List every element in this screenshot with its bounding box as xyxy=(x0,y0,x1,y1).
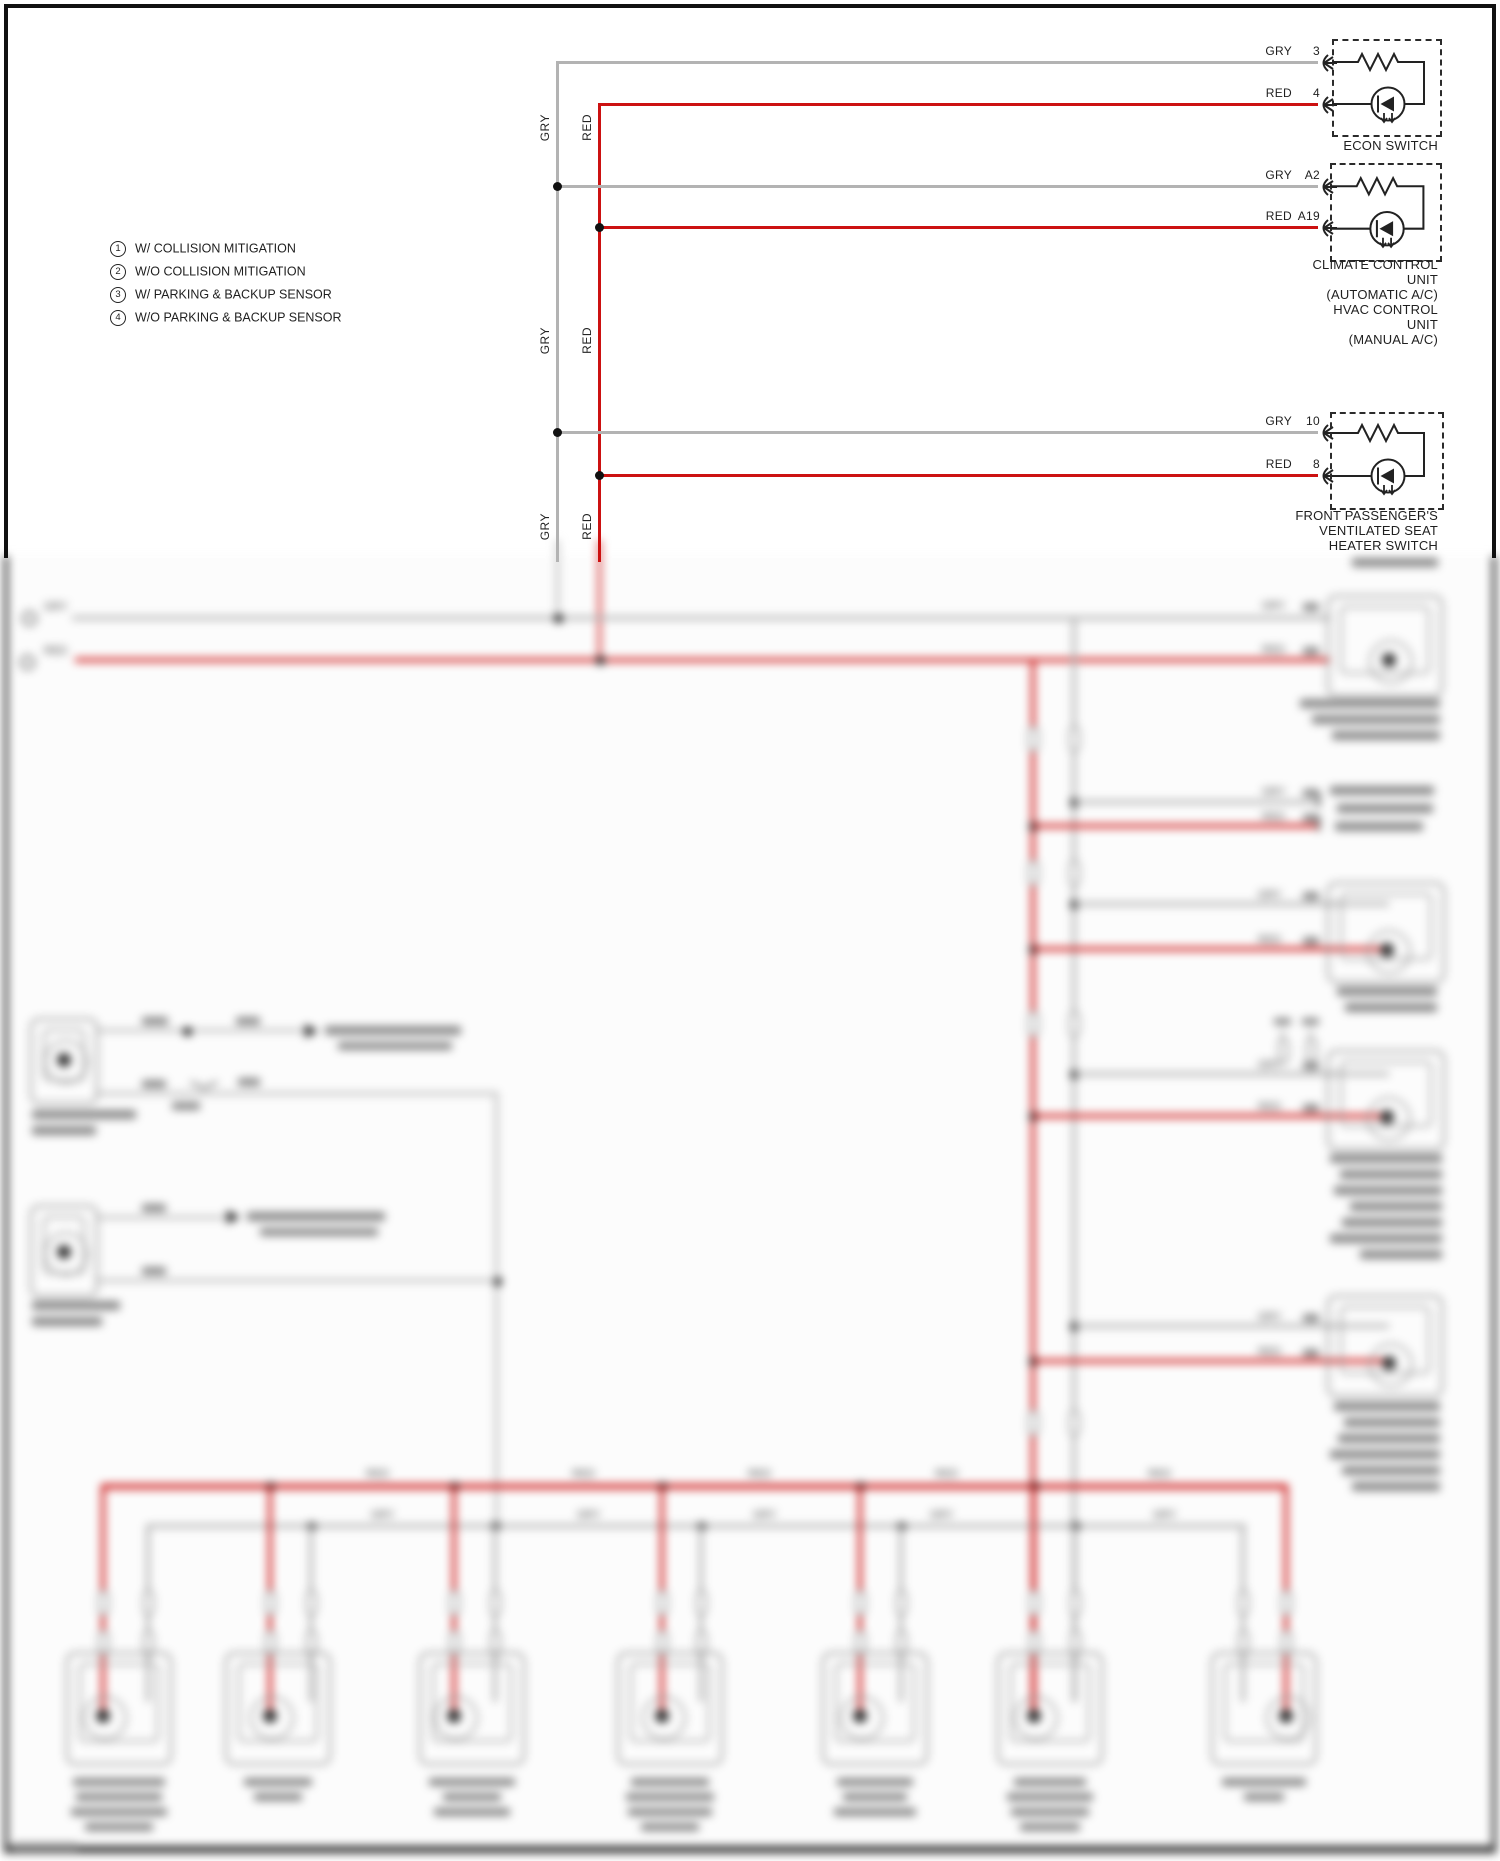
econ-switch-circuit xyxy=(1332,39,1438,133)
climate-control-label-line: (MANUAL A/C) xyxy=(1348,332,1438,347)
gray-trunk-wire xyxy=(556,61,559,562)
legend-item-3 xyxy=(110,287,332,303)
junction-dot xyxy=(595,471,604,480)
legend-label: W/ PARKING & BACKUP SENSOR xyxy=(135,287,332,302)
ventilated-seat-switch-circuit xyxy=(1330,412,1440,506)
climate-control-label-line: UNIT xyxy=(1406,272,1438,287)
seat-red-pin: 8 xyxy=(1313,457,1320,471)
wire-color-tag: RED xyxy=(366,1468,390,1480)
gray-wire-econ xyxy=(558,61,1318,64)
red-wire-label: RED xyxy=(580,327,594,354)
climate-control-label-line: HVAC CONTROL xyxy=(1333,302,1438,317)
wire-color-tag: GRY xyxy=(753,1509,777,1521)
junction-dot xyxy=(595,223,604,232)
wire-color-tag: GRY xyxy=(1258,889,1282,901)
ventilated-seat-switch-label-line: FRONT PASSENGER'S xyxy=(1295,508,1438,523)
junction-dot xyxy=(553,428,562,437)
red-wire-seat-switch xyxy=(600,474,1318,477)
wire-color-tag: RED xyxy=(44,645,68,657)
wire-color-tag: RED xyxy=(1258,934,1282,946)
legend-item-1 xyxy=(110,241,296,257)
wire-color-tag: RED xyxy=(1262,644,1286,656)
legend-label: W/O COLLISION MITIGATION xyxy=(135,264,306,279)
led-icon xyxy=(1332,460,1405,495)
red-wire-label: RED xyxy=(580,513,594,540)
red-trunk-wire xyxy=(598,103,601,562)
climate-gray-pin: A2 xyxy=(1304,168,1320,182)
legend-label: W/O PARKING & BACKUP SENSOR xyxy=(135,310,342,325)
gray-wire-climate xyxy=(558,185,1318,188)
wire-color-tag: RED xyxy=(1258,1101,1282,1113)
econ-switch-label: ECON SWITCH xyxy=(1343,138,1438,153)
wire-color-tag: RED xyxy=(1258,1346,1282,1358)
wire-color-tag: GRY xyxy=(1258,1311,1282,1323)
gray-wire-label: GRY xyxy=(538,327,552,355)
econ-gray-pin: 3 xyxy=(1313,44,1320,58)
climate-control-label-line: CLIMATE CONTROL xyxy=(1312,257,1438,272)
climate-red-color-label: RED xyxy=(1265,209,1292,223)
wire-color-tag: RED xyxy=(748,1468,772,1480)
wire-color-tag: GRY xyxy=(577,1509,601,1521)
wire-color-tag: GRY xyxy=(1262,786,1286,798)
seat-gray-pin: 10 xyxy=(1306,414,1320,428)
econ-gray-color-label: GRY xyxy=(1265,44,1292,58)
legend-label: W/ COLLISION MITIGATION xyxy=(135,241,296,256)
wire-color-tag: RED xyxy=(1262,811,1286,823)
wire-color-tag: GRY xyxy=(44,601,68,613)
legend-item-2 xyxy=(110,264,306,280)
circled-number-icon: 1 xyxy=(110,241,126,257)
econ-red-color-label: RED xyxy=(1265,86,1292,100)
climate-control-label-line: (AUTOMATIC A/C) xyxy=(1326,287,1438,302)
red-wire-econ xyxy=(600,103,1318,106)
wire-color-tag: GRY xyxy=(371,1509,395,1521)
junction-dot xyxy=(553,182,562,191)
circled-number-icon: 2 xyxy=(110,264,126,280)
led-icon xyxy=(1332,88,1405,123)
gray-wire-label: GRY xyxy=(538,513,552,541)
page-border-left xyxy=(4,4,8,558)
legend-item-4 xyxy=(110,310,342,326)
wire-color-tag: GRY xyxy=(1262,600,1286,612)
econ-red-pin: 4 xyxy=(1313,86,1320,100)
climate-gray-color-label: GRY xyxy=(1265,168,1292,182)
climate-red-pin: A19 xyxy=(1297,209,1320,223)
wire-color-tag: GRY xyxy=(1153,1509,1177,1521)
wire-color-tag: RED xyxy=(935,1468,959,1480)
page-border-right xyxy=(1492,4,1496,558)
circled-number-icon: 4 xyxy=(110,310,126,326)
led-icon xyxy=(1330,212,1403,247)
red-wire-label: RED xyxy=(580,114,594,141)
climate-control-circuit xyxy=(1330,163,1438,258)
circled-number-icon: 3 xyxy=(110,287,126,303)
wire-color-tag: RED xyxy=(1148,1468,1172,1480)
climate-control-label-line: UNIT xyxy=(1406,317,1438,332)
wire-color-tag: GRY xyxy=(930,1509,954,1521)
gray-wire-seat-switch xyxy=(558,431,1318,434)
ventilated-seat-switch-label-line: HEATER SWITCH xyxy=(1328,538,1438,553)
red-wire-climate xyxy=(600,226,1318,229)
gray-wire-label: GRY xyxy=(538,114,552,142)
ventilated-seat-switch-label-line: VENTILATED SEAT xyxy=(1319,523,1438,538)
seat-red-color-label: RED xyxy=(1265,457,1292,471)
wire-color-tag: GRY xyxy=(1258,1059,1282,1071)
wire-color-tag: RED xyxy=(572,1468,596,1480)
page-border-top xyxy=(4,4,1496,8)
seat-gray-color-label: GRY xyxy=(1265,414,1292,428)
